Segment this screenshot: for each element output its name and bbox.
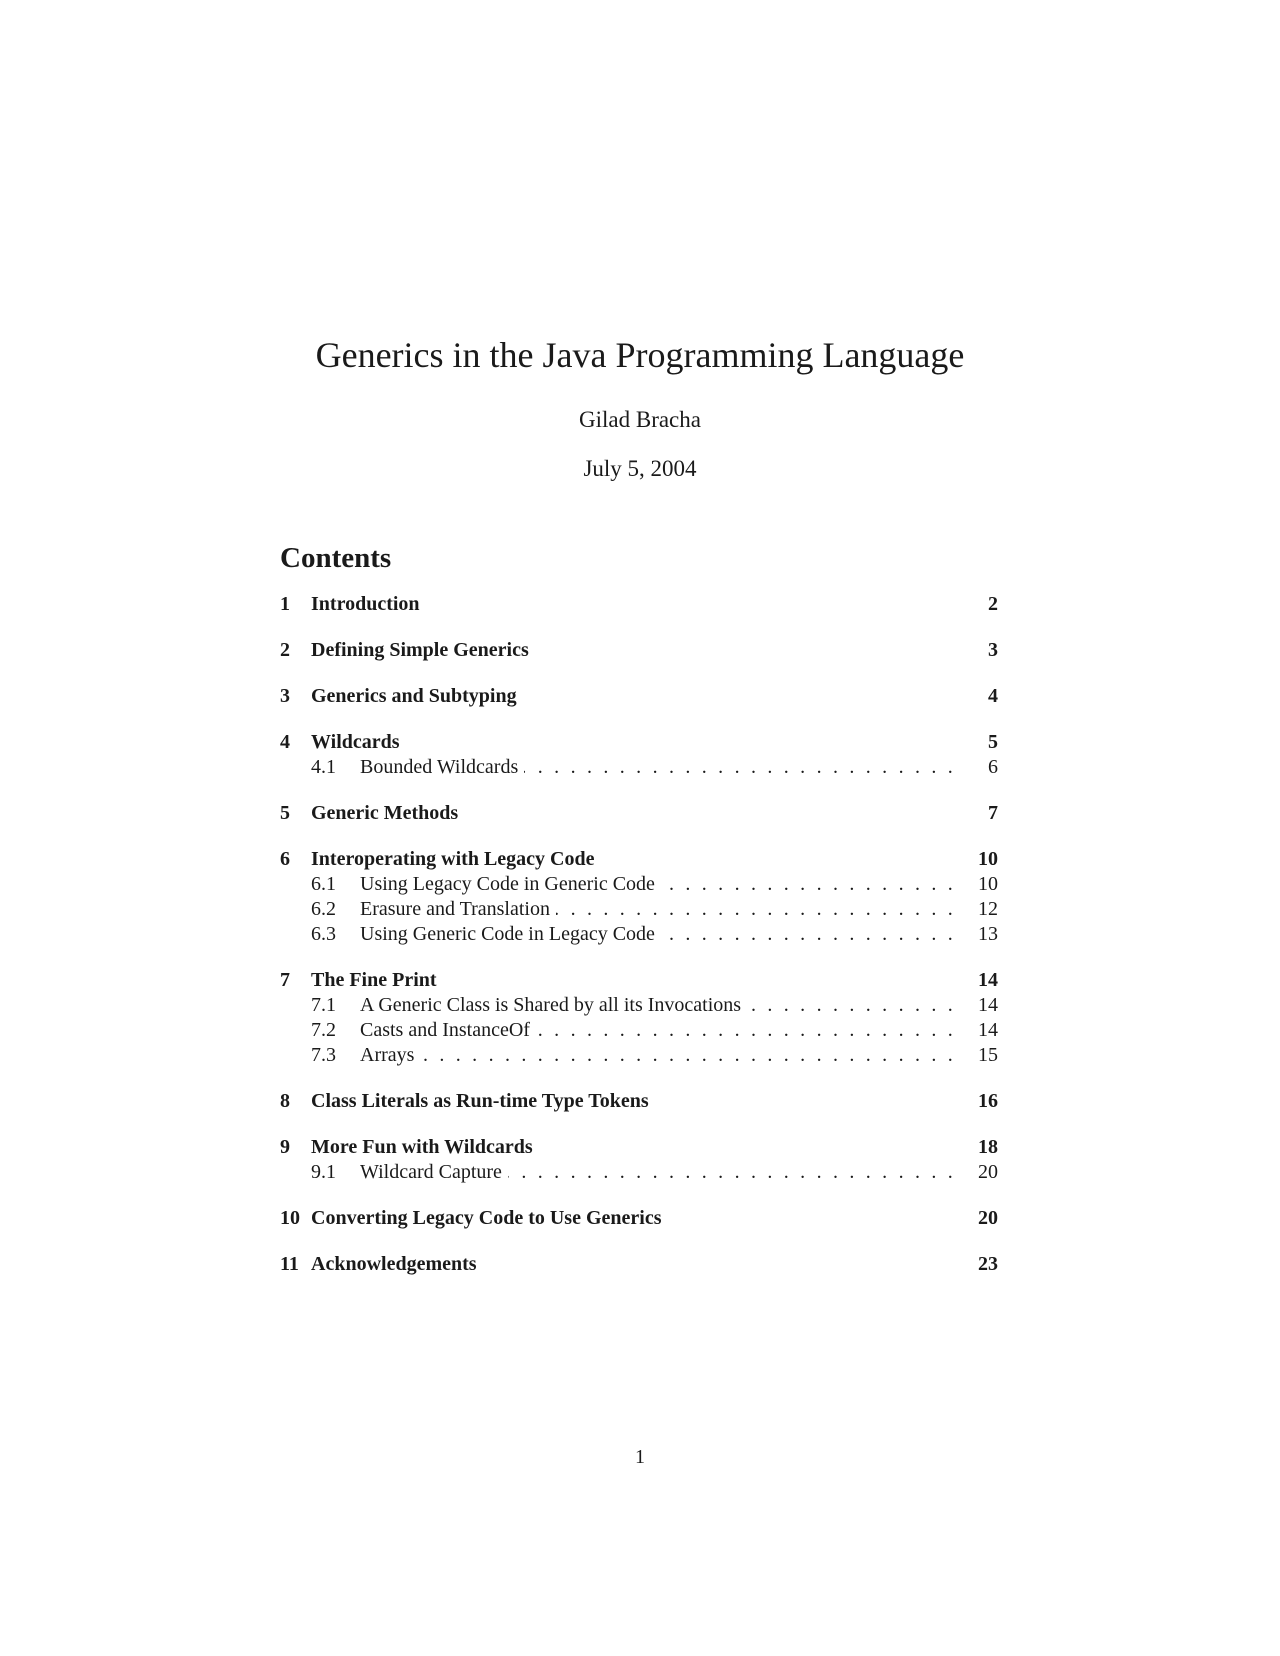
toc-entry-number: 11 [280,1253,299,1275]
toc-entry[interactable] [280,638,998,663]
toc-entry-page: 23 [978,1253,998,1275]
toc-subentry-title: Wildcard Capture [360,1161,508,1183]
toc-entry-number: 4 [280,731,290,753]
toc-entry-number: 7 [280,969,290,991]
toc-entry-title: Generics and Subtyping [311,685,517,707]
toc-dot-leader [360,1018,956,1043]
toc-section [280,730,998,780]
toc-subentry-title: Using Legacy Code in Generic Code [360,873,661,895]
toc-entry[interactable] [280,1252,998,1277]
toc-entry-title: Introduction [311,593,420,615]
toc-subentry[interactable] [280,755,998,780]
toc-dot-leader [360,755,956,780]
toc-subentry-page: 14 [978,1019,998,1041]
toc-subentry-number: 6.2 [311,898,336,920]
toc-entry-page: 4 [988,685,998,707]
toc-subentry-number: 7.3 [311,1044,336,1066]
contents-heading: Contents [280,542,392,574]
toc-entry[interactable] [280,1089,998,1114]
toc-entry-page: 2 [988,593,998,615]
toc-entry-page: 18 [978,1136,998,1158]
toc-subentry-number: 6.1 [311,873,336,895]
page-number: 1 [635,1446,645,1468]
toc-entry-title: Interoperating with Legacy Code [311,848,595,870]
toc-subentry-page: 10 [978,873,998,895]
toc-entry-number: 6 [280,848,290,870]
document-title: Generics in the Java Programming Language [315,335,965,375]
toc-entry-number: 10 [280,1207,300,1229]
toc-entry-number: 3 [280,685,290,707]
toc-entry-page: 7 [988,802,998,824]
toc-entry[interactable] [280,1135,998,1160]
document-date: July 5, 2004 [583,456,697,481]
toc-entry-page: 20 [978,1207,998,1229]
toc-entry-number: 1 [280,593,290,615]
toc-entry[interactable] [280,968,998,993]
toc-section [280,1135,998,1185]
toc-section [280,1206,998,1231]
toc-section [280,1089,998,1114]
toc-entry-title: Acknowledgements [311,1253,477,1275]
toc-section [280,1252,998,1277]
toc-subentry-title: Arrays [360,1044,420,1066]
toc-dot-leader [360,1160,956,1185]
toc-subentry-page: 12 [978,898,998,920]
toc-subentry[interactable] [280,993,998,1018]
toc-entry[interactable] [280,592,998,617]
toc-subentry[interactable] [280,897,998,922]
toc-entry-title: More Fun with Wildcards [311,1136,533,1158]
toc-entry-title: The Fine Print [311,969,437,991]
toc-subentry-page: 6 [988,756,998,778]
toc-subentry-number: 7.1 [311,994,336,1016]
toc-subentry-number: 9.1 [311,1161,336,1183]
toc-subentry-number: 6.3 [311,923,336,945]
toc-section [280,638,998,663]
toc-subentry[interactable] [280,872,998,897]
toc-section [280,684,998,709]
toc-subentry-title: Casts and InstanceOf [360,1019,536,1041]
toc-subentry-title: Using Generic Code in Legacy Code [360,923,661,945]
toc-entry[interactable] [280,1206,998,1231]
toc-entry-page: 14 [978,969,998,991]
toc-entry-title: Class Literals as Run-time Type Tokens [311,1090,649,1112]
toc-subentry-number: 4.1 [311,756,336,778]
toc-entry[interactable] [280,730,998,755]
toc-subentry[interactable] [280,1160,998,1185]
toc-subentry-page: 13 [978,923,998,945]
toc-entry-number: 9 [280,1136,290,1158]
toc-section [280,592,998,617]
toc-dot-leader [360,872,956,897]
toc-entry-page: 3 [988,639,998,661]
toc-entry-number: 2 [280,639,290,661]
toc-subentry-title: Bounded Wildcards [360,756,524,778]
toc-subentry-number: 7.2 [311,1019,336,1041]
toc-dot-leader [360,993,956,1018]
toc-entry-number: 8 [280,1090,290,1112]
toc-subentry-page: 15 [978,1044,998,1066]
toc-entry-title: Defining Simple Generics [311,639,529,661]
toc-section [280,801,998,826]
toc-section [280,847,998,947]
toc-dot-leader [360,1043,956,1068]
toc-entry-page: 5 [988,731,998,753]
toc-dot-leader [360,922,956,947]
toc-entry-page: 10 [978,848,998,870]
toc-entry-number: 5 [280,802,290,824]
toc-dot-leader [360,897,956,922]
toc-subentry[interactable] [280,1018,998,1043]
toc-entry-title: Generic Methods [311,802,459,824]
toc-subentry[interactable] [280,922,998,947]
toc-entry-page: 16 [978,1090,998,1112]
toc-subentry-title: A Generic Class is Shared by all its Invocations [360,994,747,1016]
toc-subentry-title: Erasure and Translation [360,898,556,920]
table-of-contents [280,592,998,1298]
toc-subentry-page: 14 [978,994,998,1016]
toc-entry[interactable] [280,801,998,826]
toc-section [280,968,998,1068]
toc-subentry-page: 20 [978,1161,998,1183]
toc-subentry[interactable] [280,1043,998,1068]
toc-entry-title: Wildcards [311,731,400,753]
document-author: Gilad Bracha [579,407,701,432]
toc-entry-title: Converting Legacy Code to Use Generics [311,1207,662,1229]
toc-entry[interactable] [280,847,998,872]
toc-entry[interactable] [280,684,998,709]
